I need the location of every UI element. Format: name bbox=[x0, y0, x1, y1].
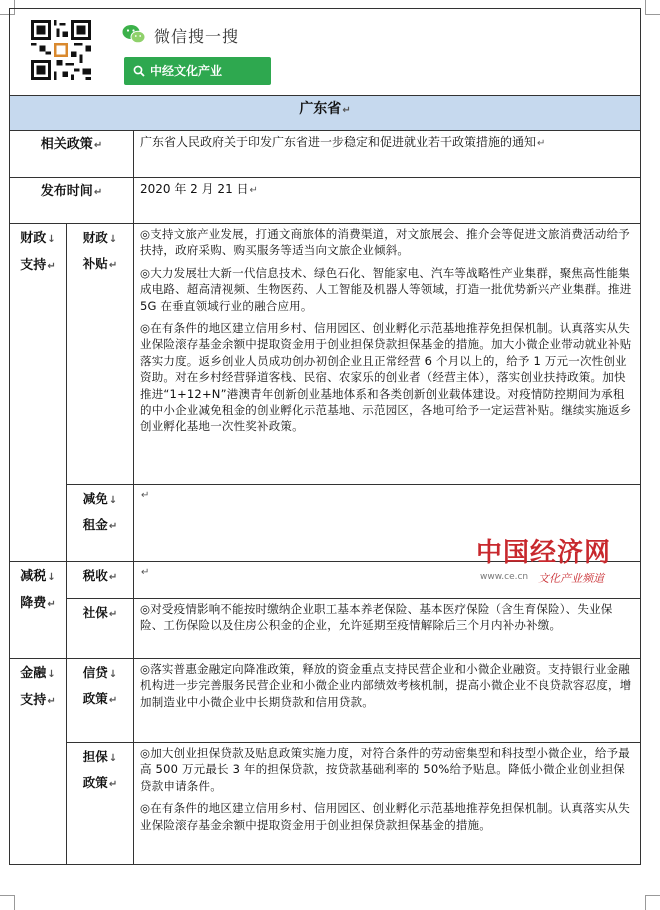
fiscal-support-label-cell: 财政↓ 支持↵ bbox=[10, 224, 67, 562]
rent-label-line1: 减免 bbox=[82, 491, 108, 506]
social-insurance-content-cell bbox=[134, 599, 641, 659]
finance-label-line2: 支持 bbox=[20, 693, 47, 708]
credit-label-line2: 政策 bbox=[82, 691, 108, 706]
watermark-site: www.ce.cn bbox=[480, 572, 529, 582]
qr-code[interactable] bbox=[31, 20, 91, 80]
subsidy-paragraph: ◎支持文旅产业发展，打通文商旅体的消费渠道，对文旅展会、推介会等促进文旅消费活动给予扶持，政府采购、购买服务等适当向文旅企业倾斜。 bbox=[140, 227, 630, 258]
subsidy-paragraph: ◎在有条件的地区建立信用乡村、信用园区、创业孵化示范基地推荐免担保机制。认真落实从失业保险滚存基金余额中提取资金用于创业担保贷款担保基金的措施。加大小微企业带动就业补贴落实力度。返乡创业人员成功创办初创企业且正常经营 6 个月以上的，给予 1 万元一次性创业资助。对在乡村经营驿道客栈、民宿、农家乐的创业者（经营主体），落实创业扶持政策。加快推进“1+12+N”港澳青年创新创业基地体系和各类创新创业载体建设。对疫情防控期间为承租的中小企业减免租金的创业孵化示范基地、示范园区，各地可给予一定运营补贴。继续实施返乡创业孵化基地一次性奖补政策。 bbox=[140, 321, 632, 434]
wechat-search-button[interactable] bbox=[124, 57, 271, 85]
guarantee-paragraph: ◎在有条件的地区建立信用乡村、信用园区、创业孵化示范基地推荐免担保机制。认真落实从失业保险滚存基金余额中提取资金用于创业担保贷款担保基金的措施。 bbox=[140, 801, 630, 832]
policy-value: 广东省人民政府关于印发广东省进一步稳定和促进就业若干政策措施的通知 bbox=[140, 135, 537, 149]
fiscal-label-line1: 财政 bbox=[20, 231, 47, 246]
guarantee-policy-content-cell bbox=[134, 743, 641, 865]
guarantee-label-line2: 政策 bbox=[82, 775, 108, 790]
rent-label-cell: 减免↓ 租金↵ bbox=[67, 485, 134, 562]
guarantee-paragraph: ◎加大创业担保贷款及贴息政策实施力度，对符合条件的劳动密集型和科技型小微企业，给予最高 500 万元最长 3 年的担保贷款，按贷款基础利率的 50%给予贴息。降低小微企业创业担保贷款申请条件。 bbox=[140, 746, 630, 793]
credit-label-line1: 信贷 bbox=[82, 665, 108, 680]
finance-support-label-cell: 金融↓ 支持↵ bbox=[10, 659, 67, 865]
date-value: 2020 年 2 月 21 日 bbox=[140, 182, 249, 196]
search-label: 中经文化产业 bbox=[150, 64, 223, 78]
page-corner-mark bbox=[0, 895, 15, 910]
finance-label-line1: 金融 bbox=[20, 666, 47, 681]
page-corner-mark bbox=[645, 895, 660, 910]
subsidy-label-line2: 补贴 bbox=[82, 256, 108, 271]
province-title: 广东省 bbox=[299, 101, 342, 117]
wechat-logo-icon bbox=[122, 24, 146, 44]
tax-relief-label-cell: 减税↓ 降费↵ bbox=[10, 562, 67, 659]
subsidy-paragraph: ◎大力发展壮大新一代信息技术、绿色石化、智能家电、汽车等战略性产业集群，聚焦高性能集成电路、超高清视频、生物医药、人工智能及机器人等领域，打造一批优势新兴产业集群。推进 5G 在垂直领域行业的融合应用。 bbox=[140, 265, 632, 313]
wechat-search-title: 微信搜一搜 bbox=[154, 27, 240, 46]
watermark-brand: 中国经济网 bbox=[476, 538, 612, 568]
page-corner-mark bbox=[645, 0, 660, 15]
search-icon bbox=[133, 65, 145, 77]
social-insurance-text: ◎对受疫情影响不能按时缴纳企业职工基本养老保险、基本医疗保险（含生育保险）、失业保险、工伤保险以及住房公积金的企业，允许延期至疫情解除后三个月内补办补缴。 bbox=[140, 602, 613, 633]
policy-label: 相关政策 bbox=[40, 137, 93, 152]
watermark-channel: 文化产业频道 bbox=[538, 572, 604, 585]
subsidy-label-line1: 财政 bbox=[82, 230, 108, 245]
social-insurance-label-cell: 社保↵ bbox=[67, 599, 134, 659]
tax-item-content-cell: ↵ bbox=[134, 562, 641, 599]
tax-label-line2: 降费 bbox=[20, 596, 47, 611]
date-value-cell: 2020 年 2 月 21 日↵ bbox=[134, 178, 641, 224]
policy-table bbox=[9, 8, 641, 865]
watermark bbox=[476, 532, 636, 585]
tax-label-line1: 减税 bbox=[20, 569, 47, 584]
credit-policy-label-cell: 信贷↓ 政策↵ bbox=[67, 659, 134, 743]
rent-content-cell: ↵ bbox=[134, 485, 641, 562]
policy-label-cell: 相关政策↵ bbox=[10, 131, 134, 178]
tax-item-label: 税收 bbox=[82, 568, 108, 583]
guarantee-policy-label-cell: 担保↓ 政策↵ bbox=[67, 743, 134, 865]
fiscal-label-line2: 支持 bbox=[20, 258, 47, 273]
credit-policy-content-cell bbox=[134, 659, 641, 743]
rent-label-line2: 租金 bbox=[82, 517, 108, 532]
subsidy-content-cell bbox=[134, 224, 641, 485]
header-banner bbox=[10, 9, 641, 96]
guarantee-label-line1: 担保 bbox=[82, 749, 108, 764]
date-label: 发布时间 bbox=[40, 184, 93, 199]
social-insurance-label: 社保 bbox=[82, 605, 108, 620]
province-heading: 广东省↵ bbox=[10, 96, 641, 131]
policy-value-cell: 广东省人民政府关于印发广东省进一步稳定和促进就业若干政策措施的通知↵ bbox=[134, 131, 641, 178]
credit-policy-text: ◎落实普惠金融定向降准政策，释放的资金重点支持民营企业和小微企业融资。支持银行业金融机构进一步完善服务民营企业和小微企业内部绩效考核机制，提高小微企业不良贷款容忍度，增加制造业中小微企业中长期贷款和信用贷款。 bbox=[140, 662, 632, 709]
tax-item-label-cell: 税收↵ bbox=[67, 562, 134, 599]
subsidy-label-cell: 财政↓ 补贴↵ bbox=[67, 224, 134, 485]
date-label-cell: 发布时间↵ bbox=[10, 178, 134, 224]
